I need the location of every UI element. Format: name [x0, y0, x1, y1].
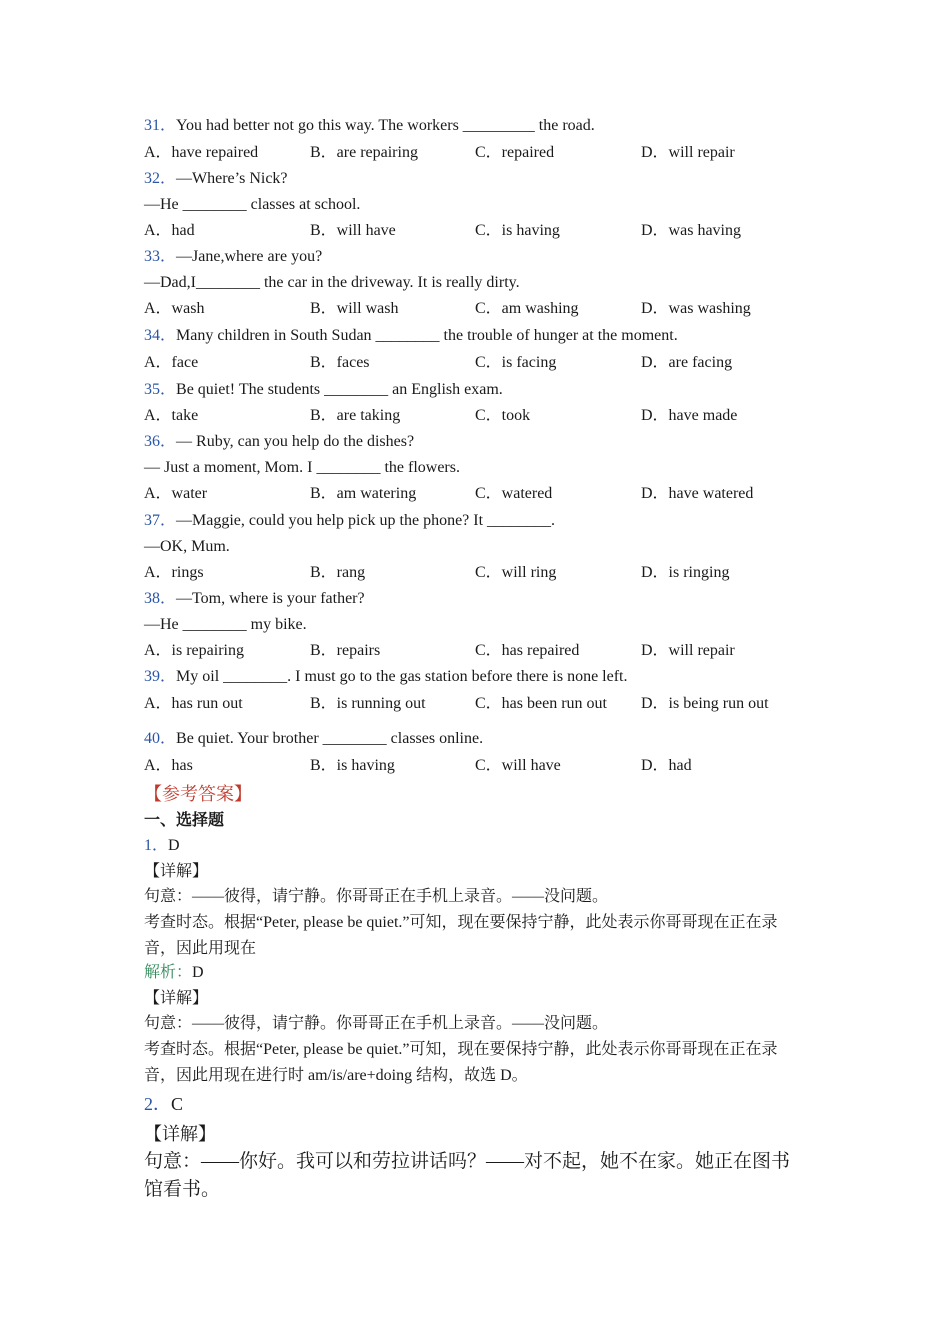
answer-1-explain-2: 考查时态。根据“Peter, please be quiet.”可知，现在要保持宁静，此处表示你哥哥现在正在录音，因此用现在进行时 am/is/are+doing 结构，故选 D。	[144, 1041, 778, 1084]
answer-1-explain: 考查时态。根据“Peter, please be quiet.”可知，现在要保持宁静，此处表示你哥哥现在正在录音，因此用现在	[144, 914, 778, 957]
answer-2-meaning: 句意：——你好。我可以和劳拉讲话吗？——对不起，她不在家。她正在图书馆看书。	[144, 1151, 791, 1200]
option-c[interactable]: C．will ring	[475, 564, 557, 581]
answer-1: 1．D	[144, 837, 180, 854]
question-38-line2: —He ________ my bike.	[144, 616, 307, 633]
option-d[interactable]: D．was having	[641, 222, 741, 239]
question-33-line2: —Dad,I________ the car in the driveway. It is really dirty.	[144, 274, 520, 291]
option-d[interactable]: D．is ringing	[641, 564, 730, 581]
option-a[interactable]: A．had	[144, 222, 195, 239]
option-b[interactable]: B．is running out	[310, 695, 426, 712]
question-33: 33．—Jane,where are you?	[144, 248, 323, 265]
question-31: 31．You had better not go this way. The workers _________ the road.	[144, 117, 595, 134]
option-b[interactable]: B．am watering	[310, 485, 417, 502]
answer-1-meaning: 句意：——彼得，请宁静。你哥哥正在手机上录音。——没问题。	[144, 888, 609, 905]
option-a[interactable]: A．is repairing	[144, 642, 244, 659]
option-c[interactable]: C．is having	[475, 222, 560, 239]
question-35: 35．Be quiet! The students ________ an English exam.	[144, 381, 503, 398]
option-a[interactable]: A．wash	[144, 300, 205, 317]
option-b[interactable]: B．will wash	[310, 300, 399, 317]
question-37: 37．—Maggie, could you help pick up the phone? It ________.	[144, 512, 556, 529]
option-d[interactable]: D．have made	[641, 407, 738, 424]
question-37-line2: —OK, Mum.	[144, 538, 230, 555]
answer-1-detail-label: 【详解】	[144, 863, 209, 880]
option-a[interactable]: A．water	[144, 485, 208, 502]
answer-1-analysis: 解析：D	[144, 964, 204, 981]
answer-2-detail-label: 【详解】	[144, 1124, 216, 1144]
answer-2: 2．C	[144, 1094, 184, 1114]
option-a[interactable]: A．have repaired	[144, 144, 259, 161]
option-d[interactable]: D．are facing	[641, 354, 733, 371]
option-c[interactable]: C．will have	[475, 757, 561, 774]
option-a[interactable]: A．has run out	[144, 695, 243, 712]
option-c[interactable]: C．has repaired	[475, 642, 580, 659]
option-d[interactable]: D．will repair	[641, 642, 735, 659]
option-b[interactable]: B．repairs	[310, 642, 381, 659]
option-b[interactable]: B．are repairing	[310, 144, 418, 161]
option-d[interactable]: D．was washing	[641, 300, 751, 317]
question-32-line2: —He ________ classes at school.	[144, 196, 361, 213]
option-c[interactable]: C．watered	[475, 485, 553, 502]
option-d[interactable]: D．is being run out	[641, 695, 769, 712]
option-b[interactable]: B．is having	[310, 757, 395, 774]
option-c[interactable]: C．am washing	[475, 300, 579, 317]
question-36: 36．— Ruby, can you help do the dishes?	[144, 433, 415, 450]
option-c[interactable]: C．took	[475, 407, 531, 424]
question-36-line2: — Just a moment, Mom. I ________ the flowers.	[144, 459, 460, 476]
option-b[interactable]: B．rang	[310, 564, 366, 581]
answer-1-detail-label-2: 【详解】	[144, 990, 209, 1007]
question-40: 40．Be quiet. Your brother ________ classes online.	[144, 730, 484, 747]
option-c[interactable]: C．repaired	[475, 144, 555, 161]
option-c[interactable]: C．is facing	[475, 354, 557, 371]
question-34: 34．Many children in South Sudan ________ the trouble of hunger at the moment.	[144, 327, 678, 344]
answer-1-meaning-2: 句意：——彼得，请宁静。你哥哥正在手机上录音。——没问题。	[144, 1015, 609, 1032]
question-32: 32．—Where’s Nick?	[144, 170, 288, 187]
option-b[interactable]: B．faces	[310, 354, 370, 371]
answers-heading: 【参考答案】	[144, 784, 252, 804]
question-38: 38．—Tom, where is your father?	[144, 590, 365, 607]
option-d[interactable]: D．have watered	[641, 485, 754, 502]
option-b[interactable]: B．are taking	[310, 407, 401, 424]
answers-section-title: 一、选择题	[144, 812, 225, 829]
option-d[interactable]: D．will repair	[641, 144, 735, 161]
option-c[interactable]: C．has been run out	[475, 695, 607, 712]
option-a[interactable]: A．has	[144, 757, 193, 774]
option-a[interactable]: A．take	[144, 407, 199, 424]
option-d[interactable]: D．had	[641, 757, 692, 774]
option-a[interactable]: A．face	[144, 354, 199, 371]
question-39: 39．My oil ________. I must go to the gas station before there is none left.	[144, 668, 628, 685]
option-a[interactable]: A．rings	[144, 564, 204, 581]
option-b[interactable]: B．will have	[310, 222, 396, 239]
